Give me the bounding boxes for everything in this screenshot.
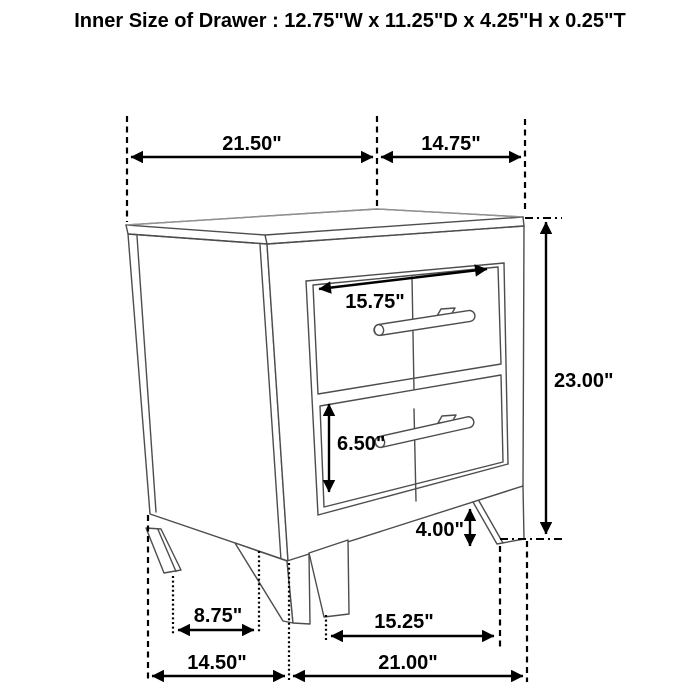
dim-label-overall-height: 23.00" bbox=[554, 370, 614, 392]
dim-label-top-width: 21.50" bbox=[222, 133, 282, 155]
dim-label-top-depth: 14.75" bbox=[421, 133, 481, 155]
leg-front-center bbox=[309, 540, 349, 617]
dim-side-leg-spacing bbox=[173, 551, 259, 635]
diagram-title: Inner Size of Drawer : 12.75"W x 11.25"D x 4.25"H x 0.25"T bbox=[74, 10, 626, 32]
dim-label-front-leg-spacing: 15.25" bbox=[374, 611, 434, 633]
dim-front-leg-spacing bbox=[326, 546, 500, 647]
dim-label-side-leg-spacing: 8.75" bbox=[193, 605, 243, 627]
dim-label-floor-clearance: 4.00" bbox=[415, 519, 464, 541]
dim-label-base-depth: 14.50" bbox=[187, 652, 247, 674]
dim-label-drawer-width: 15.75" bbox=[345, 291, 405, 313]
dim-top-depth bbox=[381, 119, 525, 213]
dim-top-width bbox=[127, 116, 377, 222]
side-panel bbox=[128, 234, 288, 561]
dim-label-drawer-height: 6.50" bbox=[337, 433, 386, 455]
dim-label-base-width: 21.00" bbox=[378, 652, 438, 674]
leg-back-left bbox=[146, 528, 181, 573]
